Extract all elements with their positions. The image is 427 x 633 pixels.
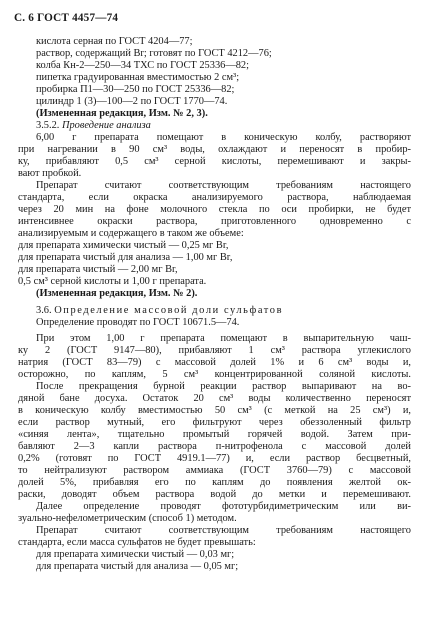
text-line: пипетка градуированная вместимостью 2 см³;	[36, 72, 240, 83]
text-line: Препарат считают соответствующим требованиям настоящего	[36, 525, 411, 536]
text-line: для препарата чистый для анализа — 1,00 мг Br,	[18, 252, 233, 263]
text-line: натрия (ГОСТ 83—79) с массовой долей 1% и 6 см³ воды и,	[18, 357, 411, 368]
section-title: Проведение анализа	[61, 120, 151, 131]
section-heading	[36, 305, 283, 317]
text-line: зуально-нефелометрическим (способ 1) методом.	[18, 513, 237, 524]
section-number: 3.6.	[36, 305, 55, 316]
section-title: Определение массовой доли сульфатов	[54, 305, 284, 316]
text-line: если раствор мутный, его фильтруют через обеззоленный фильтр	[18, 417, 411, 428]
text-line: 0,2% (готовят по ГОСТ 4919.1—77) и, если раствор бесцветный,	[18, 453, 411, 464]
text-line: Препарат считают соответствующим требованиям настоящего	[36, 180, 411, 191]
text-line: через 20 мин на фоне молочного стекла по оси пробирки, не будет	[18, 204, 411, 215]
text-line: пробирка П1—30—250 по ГОСТ 25336—82;	[36, 84, 235, 95]
text-line: для препарата химически чистый — 0,03 мг;	[36, 549, 235, 560]
text-line: бавляют 2—3 капли раствора п-нитрофенола с массовой долей	[18, 441, 411, 452]
text-line: 0,5 см³ серной кислоты и 1,00 г препарата.	[18, 276, 207, 287]
text-line: стандарта, если окраска анализируемого раствора, наблюдаемая	[18, 192, 411, 203]
text-line: 6,00 г препарата помещают в коническую колбу, растворяют	[36, 132, 411, 143]
page-header: С. 6 ГОСТ 4457—74	[14, 12, 119, 24]
text-line: стандарта, если масса сульфатов не будет превышать:	[18, 537, 256, 548]
text-line: для препарата чистый — 2,00 мг Br,	[18, 264, 178, 275]
text-line: ку, прибавляют 0,5 см³ серной кислоты, перемешивают и закры-	[18, 156, 411, 167]
text-line: вают пробкой.	[18, 168, 82, 179]
text-line: раствор, содержащий Br; готовят по ГОСТ 4212—76;	[36, 48, 272, 59]
amendment-note: (Измененная редакция, Изм. № 2).	[36, 288, 198, 299]
text-line: Далее определение проводят фототурбидиметрическим или ви-	[36, 501, 411, 512]
text-line: ку 2 (ГОСТ 9147—80), прибавляют 1 см³ раствора углекислого	[18, 345, 411, 356]
text-line: в коническую колбу вместимостью 50 см³ (с меткой на 25 см³) и,	[18, 405, 411, 416]
text-line: цилиндр 1 (3)—100—2 по ГОСТ 1770—74.	[36, 96, 228, 107]
text-line: кислота серная по ГОСТ 4204—77;	[36, 36, 193, 47]
text-line: анализируемым и содержащего в таком же объеме:	[18, 228, 244, 239]
text-line: при нагревании в 90 см³ воды, охлаждают и переносят в пробир-	[18, 144, 411, 155]
text-line: После прекращения бурной реакции раствор выпаривают на во-	[36, 381, 411, 392]
text-line: «синяя лента», тщательно промытый горячей водой. Затем при-	[18, 429, 411, 440]
text-line: раски, доводят объем раствора водой до метки и перемешивают.	[18, 489, 411, 500]
text-line: для препарата химически чистый — 0,25 мг Br,	[18, 240, 229, 251]
text-line: интенсивнее окраски раствора, приготовленного одновременно с	[18, 216, 411, 227]
text-line: для препарата чистый для анализа — 0,05 мг;	[36, 561, 239, 572]
text-line: осторожно, по каплям, 5 см³ концентрированной соляной кислоты.	[18, 369, 411, 380]
text-line: долей 5%, прибавляя его по каплям до появления желтой ок-	[18, 477, 411, 488]
text-line: дяной бане досуха. Остаток 20 см³ воды количественно переносят	[18, 393, 411, 404]
text-line: При этом 1,00 г препарата помещают в выпарительную чаш-	[36, 333, 411, 344]
text-line: Определение проводят по ГОСТ 10671.5—74.	[36, 317, 240, 328]
text-line: то нейтрализуют раствором аммиака (ГОСТ 3760—79) с массовой	[18, 465, 411, 476]
text-line: колба Кн-2—250—34 ТХС по ГОСТ 25336—82;	[36, 60, 249, 71]
amendment-note: (Измененная редакция, Изм. № 2, 3).	[36, 108, 208, 119]
section-number: 3.5.2.	[36, 120, 62, 131]
section-heading	[36, 120, 151, 132]
